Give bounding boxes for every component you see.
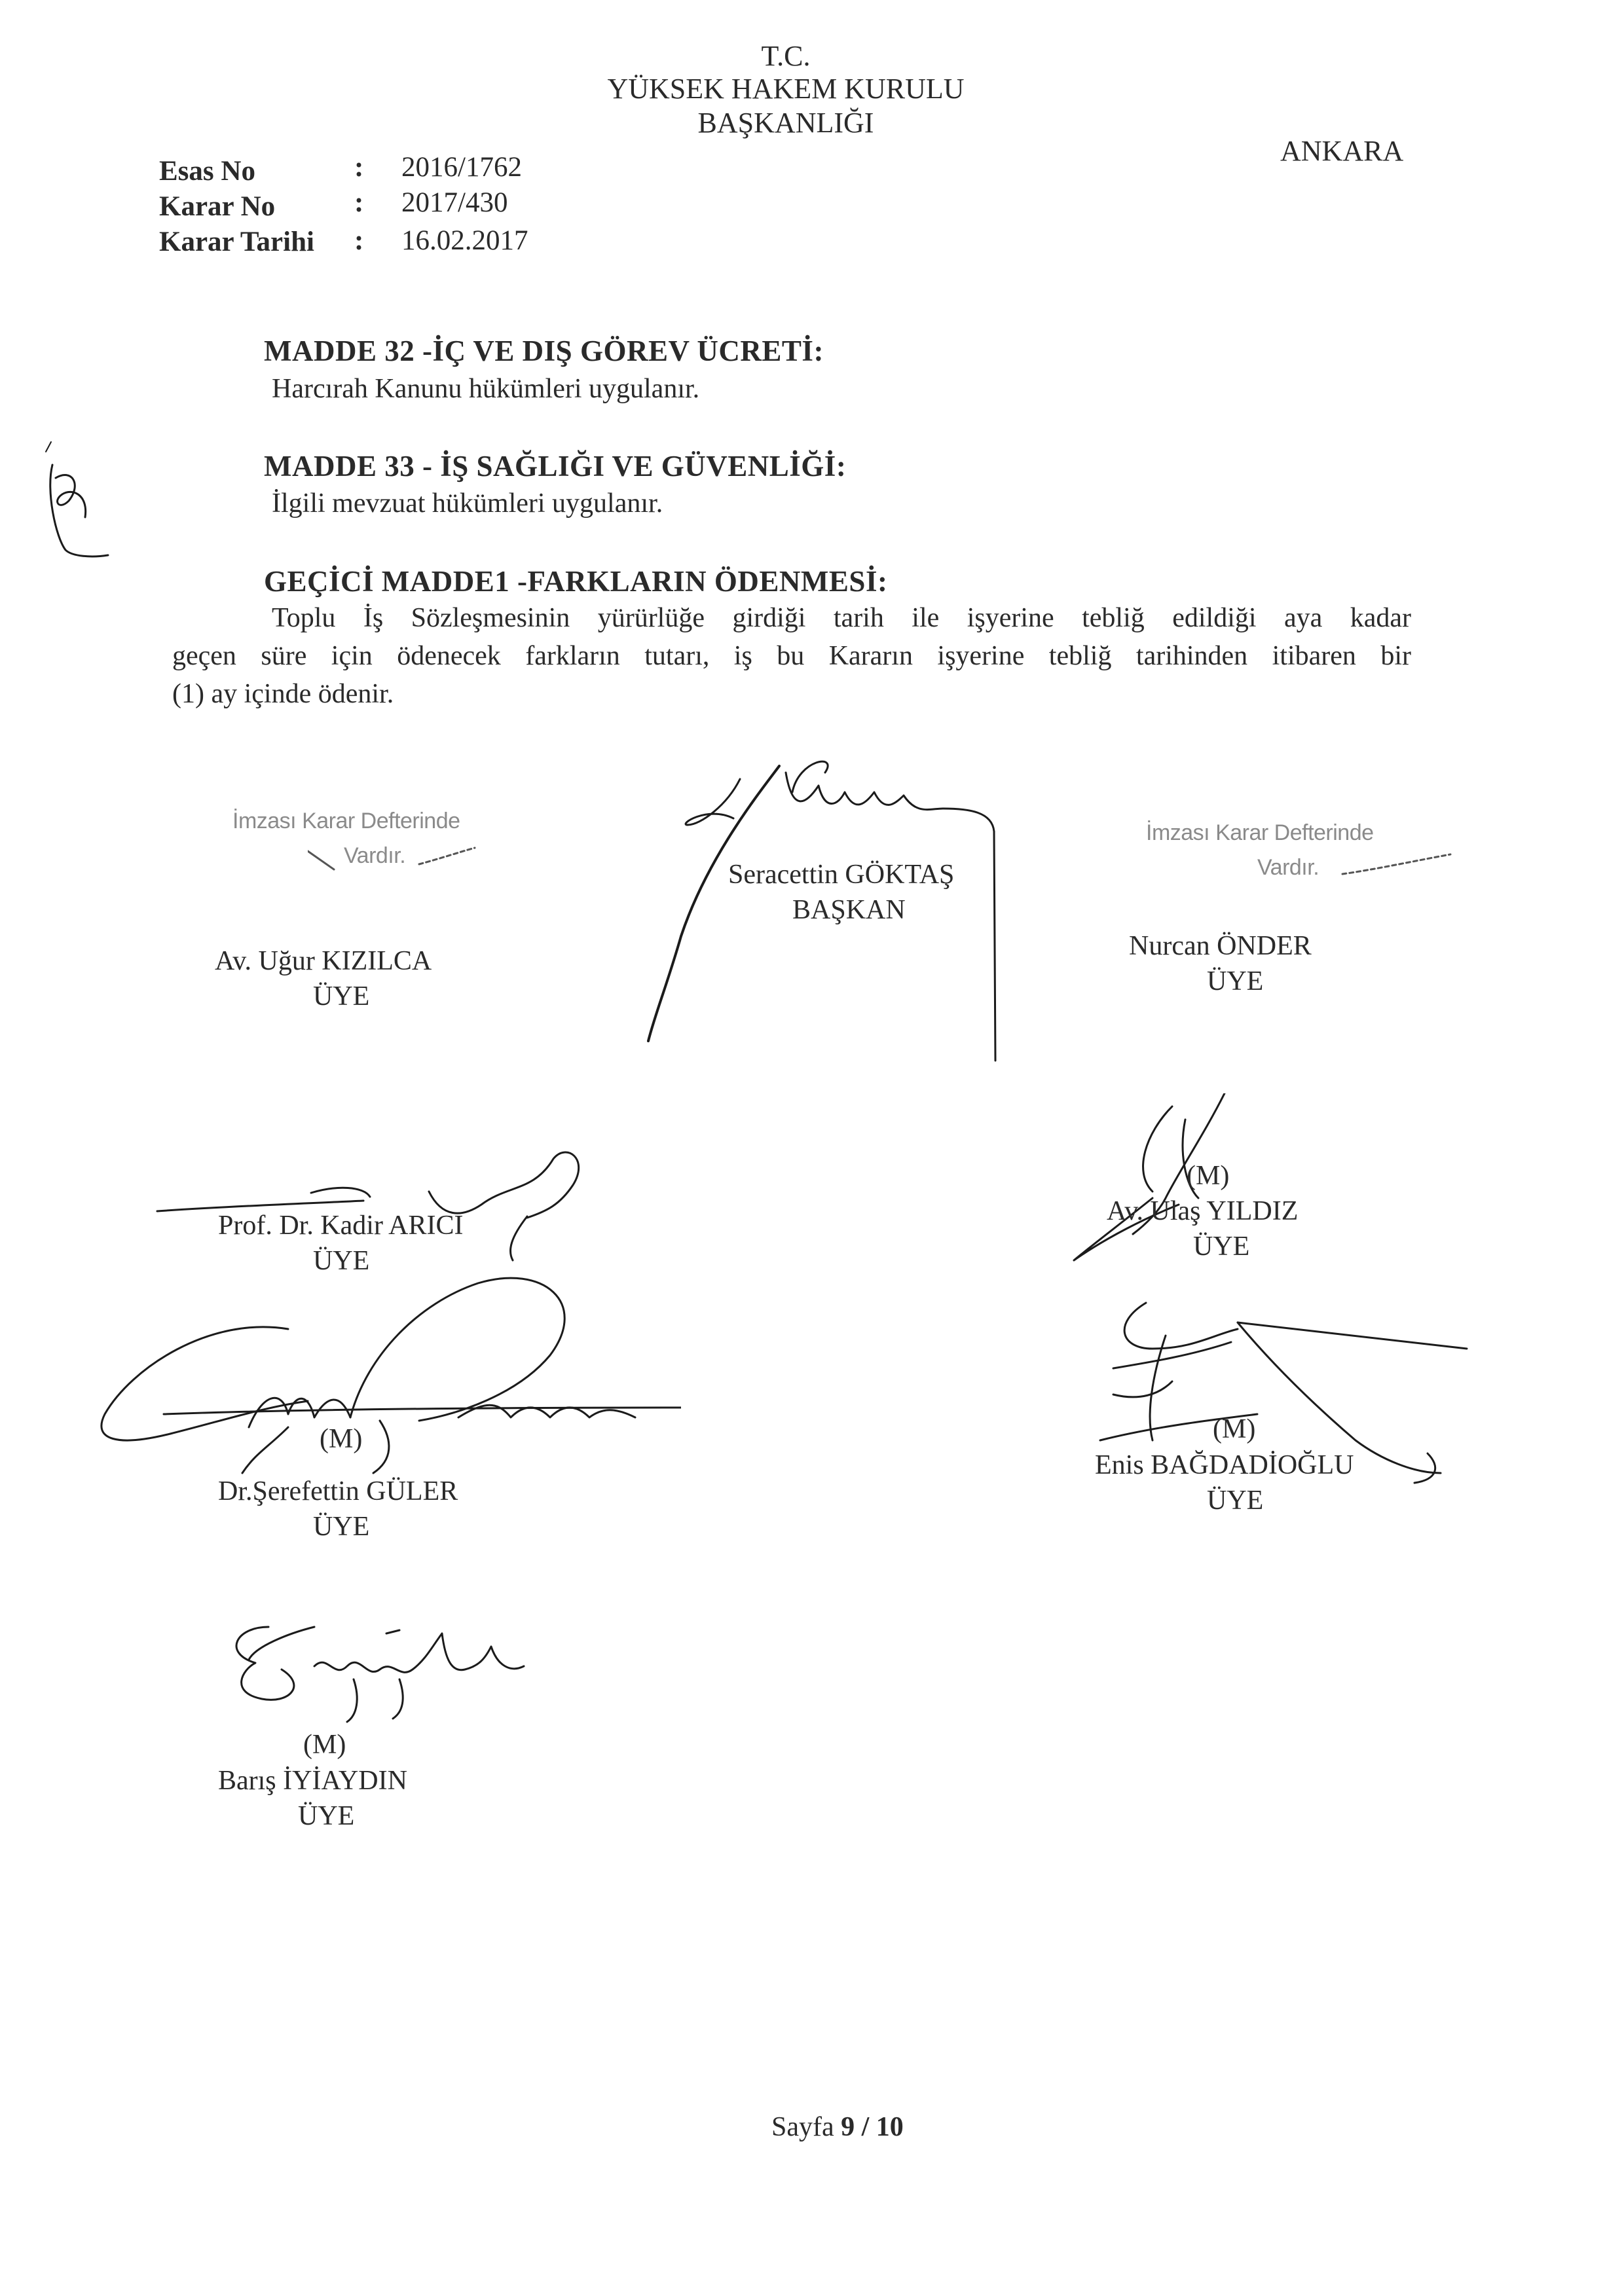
signature-stamp: İmzası Karar Defterinde [1146,820,1374,845]
meta-value: 2016/1762 [401,152,522,183]
header-line-tc: T.C. [761,40,811,72]
signature-stamp: İmzası Karar Defterinde [232,809,460,833]
signature-arici [154,1146,612,1264]
signatory-role: ÜYE [313,1246,370,1276]
meta-colon: : [354,187,364,218]
signature-iyiaydin [216,1607,530,1725]
signatory-role: ÜYE [313,1512,370,1542]
meta-value: 16.02.2017 [401,225,528,256]
signatory-name: Dr.Şerefettin GÜLER [218,1476,458,1506]
signatory-role: ÜYE [298,1801,355,1831]
signature-stamp: Vardır. [344,843,406,868]
section-text-madde-32: Harcırah Kanunu hükümleri uygulanır. [272,374,700,404]
section-heading-madde-32: MADDE 32 -İÇ VE DIŞ GÖREV ÜCRETİ: [264,335,824,367]
meta-value: 2017/430 [401,187,508,218]
signatory-name: Av. Ulaş YILDIZ [1107,1196,1299,1226]
page-number [771,2111,904,2143]
signatory-name: Nurcan ÖNDER [1129,931,1312,961]
signatory-name: Prof. Dr. Kadir ARICI [218,1211,464,1241]
signatory-role: ÜYE [313,981,370,1011]
signatory-role: BAŞKAN [792,895,906,925]
signature-stamp: Vardır. [1257,855,1320,880]
signatory-role: ÜYE [1207,1485,1264,1516]
meta-label: Esas No [159,156,255,187]
header-institution: YÜKSEK HAKEM KURULU [607,73,965,105]
meta-label: Karar No [159,191,276,222]
signatory-name: Barış İYİAYDIN [218,1766,407,1796]
signatory-name: Seracettin GÖKTAŞ [728,860,955,890]
meta-row-esas [159,152,618,190]
signatory-mark: (M) [303,1730,346,1760]
stamp-tick-mark [1336,851,1454,877]
signatory-role: ÜYE [1207,966,1264,996]
margin-initial-mark [26,439,111,563]
stamp-tick-mark [308,845,478,877]
meta-colon: : [354,225,364,256]
meta-block [159,152,618,261]
page-number-prefix: Sayfa [771,2112,834,2142]
signatory-name: Av. Uğur KIZILCA [215,946,432,976]
section-text-madde-33: İlgili mevzuat hükümleri uygulanır. [272,488,663,519]
signatory-role: ÜYE [1193,1231,1250,1262]
meta-row-tarih [159,225,618,261]
signatory-mark: (M) [1213,1414,1256,1444]
section-heading-gecici-madde: GEÇİCİ MADDE1 -FARKLARIN ÖDENMESİ: [264,565,888,598]
meta-label: Karar Tarihi [159,227,314,257]
section-paragraph-line: Toplu İş Sözleşmesinin yürürlüğe girdiği tarih ile işyerine tebliğ edildiği aya kadar [272,603,1411,633]
meta-colon: : [354,152,364,183]
signature-guler [92,1277,681,1499]
meta-row-karar [159,187,618,225]
section-heading-madde-33: MADDE 33 - İŞ SAĞLIĞI VE GÜVENLİĞİ: [264,450,847,483]
page-number-value: 9 / 10 [841,2112,904,2142]
header-presidency: BAŞKANLIĞI [697,107,874,139]
section-paragraph-line: (1) ay içinde ödenir. [172,679,394,709]
section-paragraph-line: geçen süre için ödenecek farkların tutarı, iş bu Kararın işyerine tebliğ tarihinden itibaren bir [172,641,1411,671]
signatory-mark: (M) [1187,1161,1230,1191]
signatory-name: Enis BAĞDADİOĞLU [1095,1450,1354,1480]
header-city: ANKARA [1280,135,1404,167]
signatory-mark: (M) [320,1424,363,1454]
